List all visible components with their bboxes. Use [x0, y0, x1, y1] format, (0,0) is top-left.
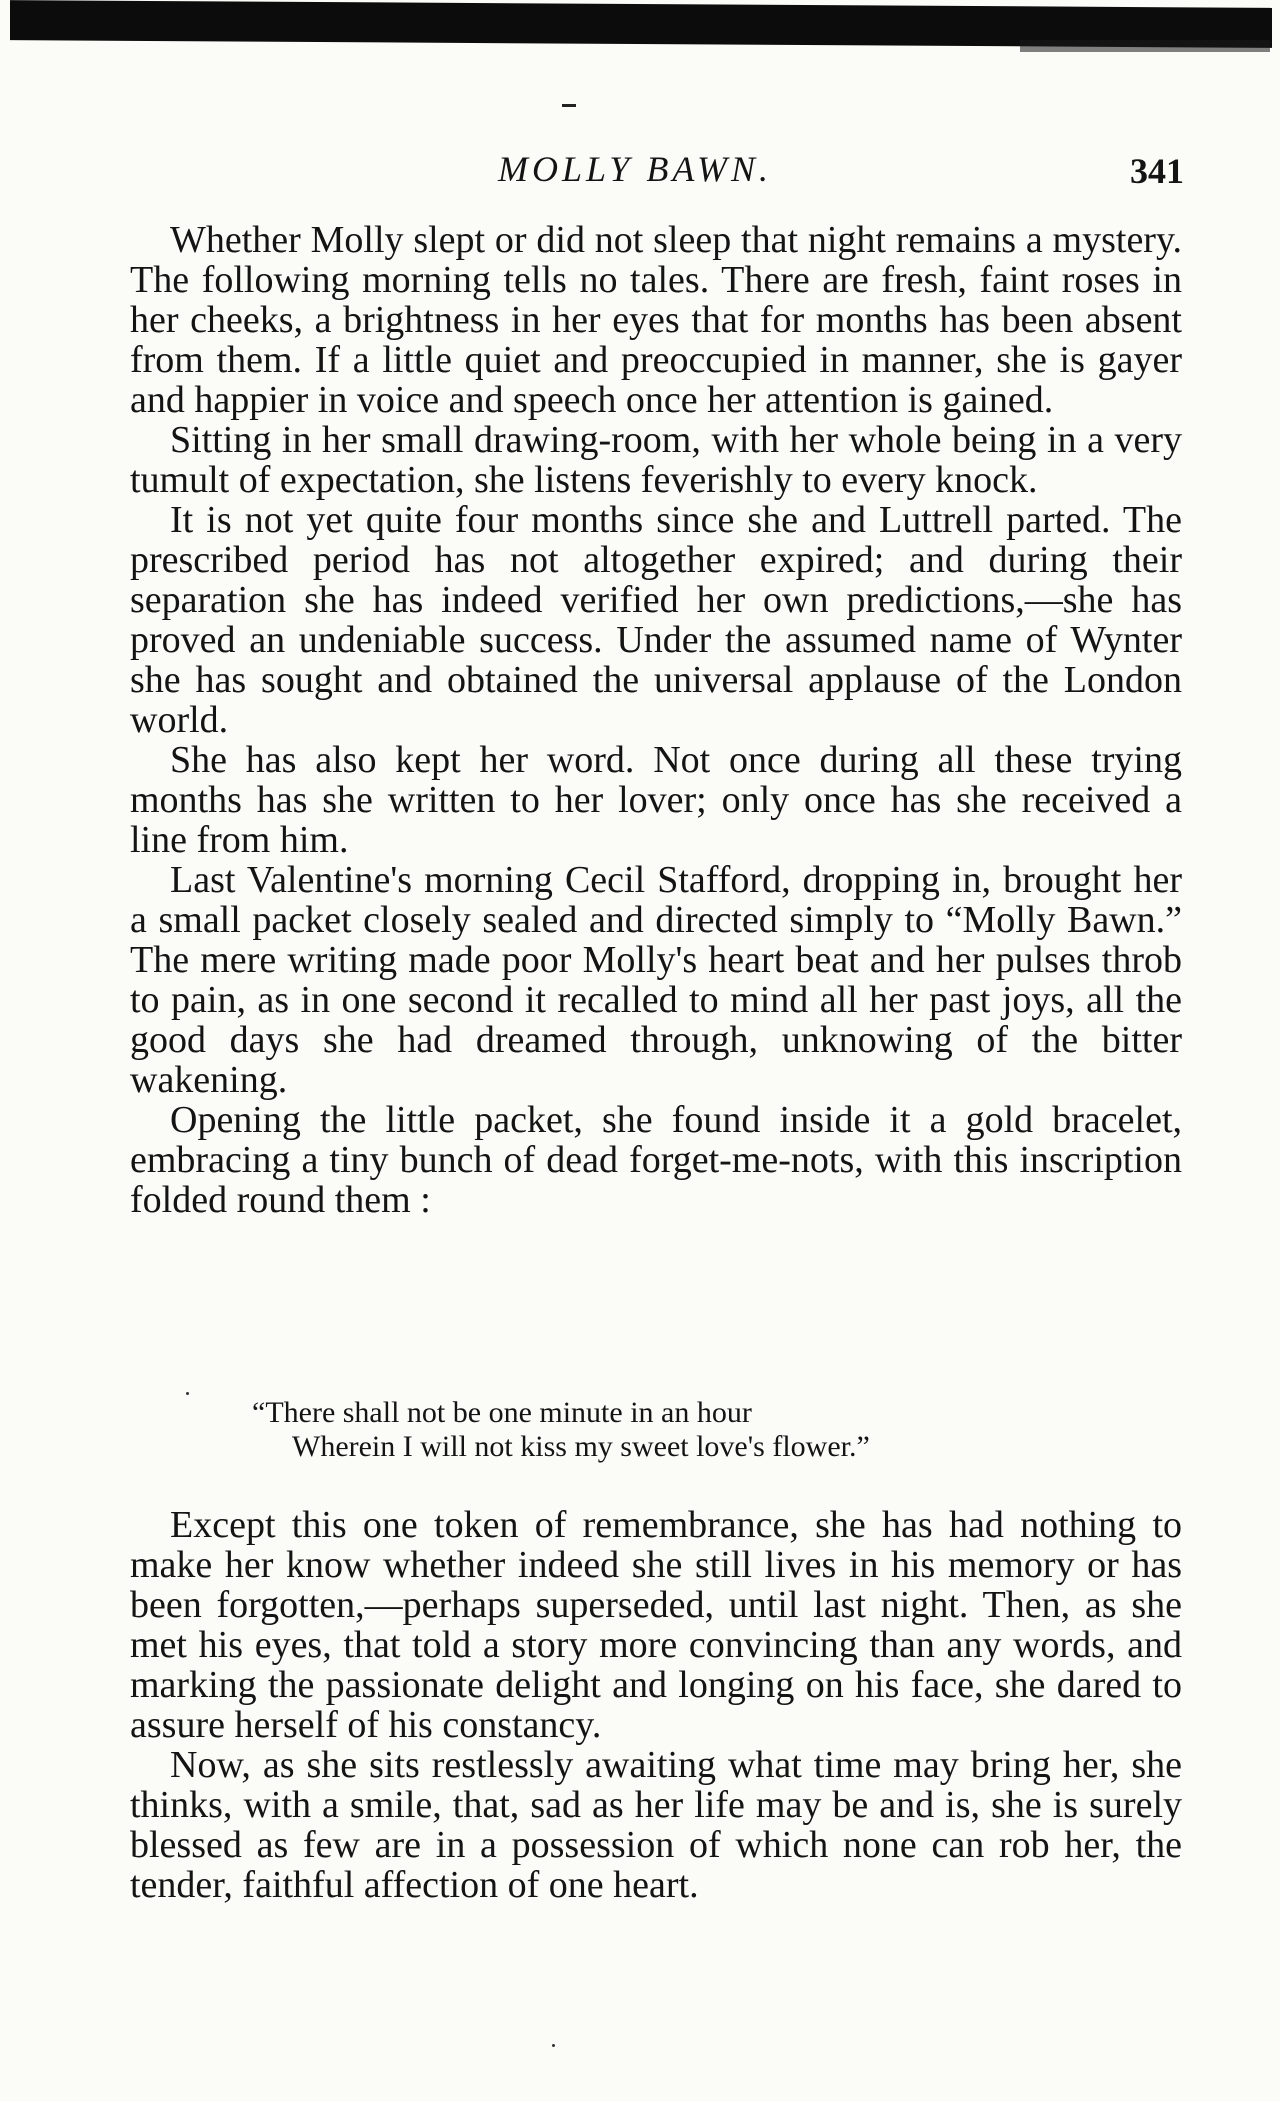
top-border-smudge [1020, 40, 1270, 52]
print-speck [186, 1392, 189, 1395]
print-speck [552, 2044, 555, 2047]
verse-line-2: Wherein I will not kiss my sweet love's flower.” [292, 1430, 870, 1463]
paragraph-3: It is not yet quite four months since she and Luttrell parted. The prescribed period has not altogether expired; and during their separation she has indeed verified her own predictions,—she has proved an undeniable success. Under the assumed name of Wynter she has sought and obtained the universal applause of the London world. [130, 499, 1182, 741]
paragraph-1: Whether Molly slept or did not sleep that night remains a mystery. The following morning tells no tales. There are fresh, faint roses in her cheeks, a brightness in her eyes that for months has been absent from them. If a little quiet and preoccupied in manner, she is gayer and happier in voice and speech once her attention is gained. [130, 219, 1182, 421]
paragraph-5: Last Valentine's morning Cecil Stafford, dropping in, brought her a small packet closely sealed and directed simply to “Molly Bawn.” The mere writing made poor Molly's heart beat and her pulses throb to pain, as in one second it recalled to mind all her past joys, all the good days she had dreamed through, unknowing of the bitter wakening. [130, 859, 1182, 1101]
paragraph-6: Opening the little packet, she found inside it a gold bracelet, embracing a tiny bunch of dead forget-me-nots, with this inscription folded round them : [130, 1099, 1182, 1221]
paragraph-4: She has also kept her word. Not once during all these trying months has she written to her lover; only once has she received a line from him. [130, 739, 1182, 861]
body-text-lower [130, 1505, 1182, 1905]
running-head: MOLLY BAWN. [498, 149, 772, 189]
verse-quotation [252, 1396, 1012, 1464]
page-number: 341 [1130, 151, 1184, 191]
paragraph-8: Now, as she sits restlessly awaiting what time may bring her, she thinks, with a smile, that, sad as her life may be and is, she is surely blessed as few are in a possession of which none can rob her, the tender, faithful affection of one heart. [130, 1744, 1182, 1906]
paragraph-7: Except this one token of remembrance, she has had nothing to make her know whether indeed she still lives in his memory or has been forgotten,—perhaps superseded, until last night. Then, as she met his eyes, that told a story more convincing than any words, and marking the passionate delight and longing on his face, she dared to assure herself of his constancy. [130, 1504, 1182, 1746]
verse-line-1: “There shall not be one minute in an hour [252, 1396, 752, 1429]
header-dash-mark [562, 104, 576, 107]
paragraph-2: Sitting in her small drawing-room, with her whole being in a very tumult of expectation, she listens feverishly to every knock. [130, 419, 1182, 501]
body-text-upper [130, 220, 1182, 1220]
